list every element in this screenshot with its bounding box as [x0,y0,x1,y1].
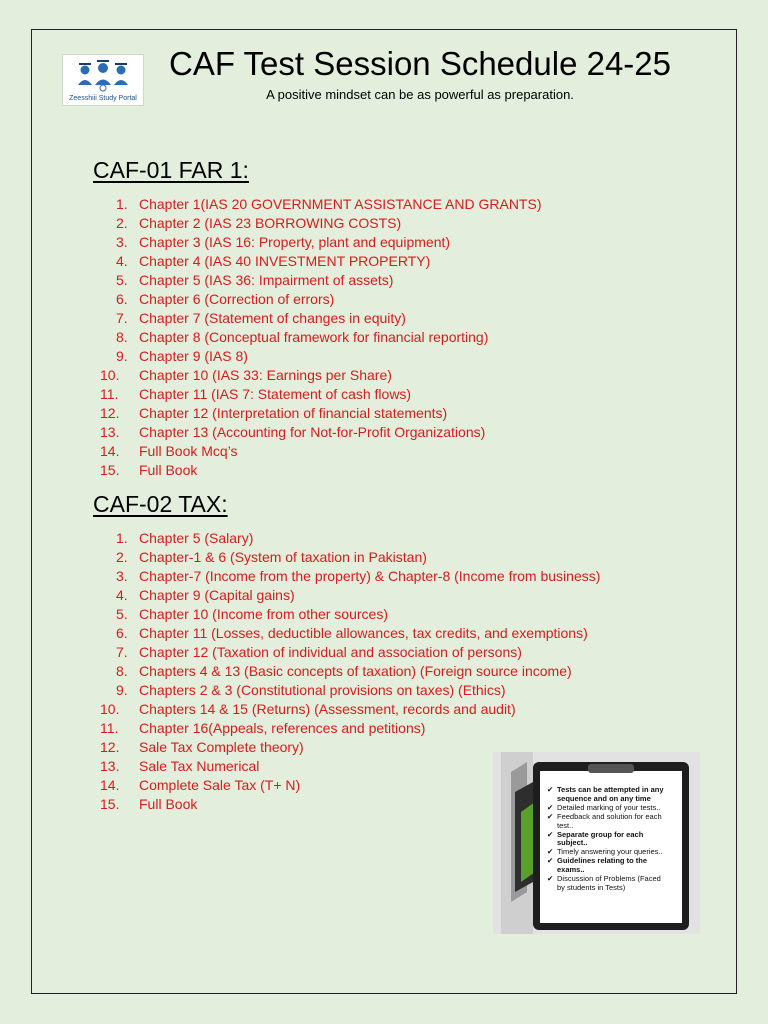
list-item-text: Chapter 11 (Losses, deductible allowances, tax credits, and exemptions) [139,625,588,641]
list-item-number: 8. [116,329,128,345]
page-title: CAF Test Session Schedule 24-25 [168,45,671,82]
list-item [100,195,541,214]
page-subtitle: A positive mindset can be as powerful as preparation. [266,87,574,102]
list-item [100,643,600,662]
list-item [100,567,600,586]
list-item-text: Chapter 13 (Accounting for Not-for-Profit Organizations) [139,424,486,440]
list-item [100,461,541,480]
checklist-text: Tests can be attempted in any sequence and on any time [557,785,664,803]
checklist-text: Guidelines relating to the exams.. [557,856,648,875]
list-item-text: Chapter 2 (IAS 23 BORROWING COSTS) [139,215,402,231]
list-item-number: 9. [116,348,128,364]
list-item-number: 11. [100,720,119,736]
list-item [100,719,600,738]
section-heading-tax: CAF-02 TAX: [93,491,228,517]
list-item-number: 15. [100,462,120,478]
list-item-text: Chapter 10 (IAS 33: Earnings per Share) [139,367,392,383]
list-item [100,366,541,385]
list-item [100,548,600,567]
list-item-number: 10. [100,701,120,717]
list-item-text: Chapter 10 (Income from other sources) [139,606,388,622]
checklist-text: Feedback and solution for each test.. [557,811,662,830]
list-item [100,347,541,366]
checklist-text: Discussion of Problems (Faced by students in Tests) [557,874,661,892]
check-icon: ✔ [547,847,554,857]
list-item-number: 14. [100,443,120,459]
list-item-number: 4. [116,587,128,603]
list-item-text: Chapter 12 (Taxation of individual and association of persons) [139,644,522,660]
list-item-number: 5. [116,606,128,622]
list-item-text: Full Book [139,796,198,812]
check-icon: ✔ [547,785,554,794]
list-item-text: Chapter 16(Appeals, references and petitions) [139,720,426,736]
check-icon: ✔ [547,802,554,812]
list-item-text: Chapters 14 & 15 (Returns) (Assessment, records and audit) [139,701,516,717]
list-item-number: 1. [116,530,128,546]
list-item-text: Chapters 4 & 13 (Basic concepts of taxation) (Foreign source income) [139,663,572,679]
list-item [100,404,541,423]
list-item-number: 6. [116,291,128,307]
list-item [100,309,541,328]
section-heading-far1: CAF-01 FAR 1: [93,157,249,183]
list-item [100,586,600,605]
list-item-text: Chapter 5 (Salary) [139,530,254,546]
list-item-text: Chapter 11 (IAS 7: Statement of cash flows) [139,386,412,402]
list-item [100,605,600,624]
list-item-text: Chapter 5 (IAS 36: Impairment of assets) [139,272,394,288]
list-item [100,662,600,681]
list-item-text: Chapters 2 & 3 (Constitutional provisions on taxes) (Ethics) [139,682,506,698]
list-item [100,700,600,719]
list-item-number: 3. [116,568,128,584]
list-item-text: Sale Tax Numerical [139,758,260,774]
checklist-item [547,875,669,893]
list-item-text: Chapter 1(IAS 20 GOVERNMENT ASSISTANCE AND GRANTS) [139,196,542,212]
list-item-number: 9. [116,682,128,698]
list-item [100,624,600,643]
list-item-text: Chapter-1 & 6 (System of taxation in Pakistan) [139,549,427,565]
checklist-item [547,831,669,849]
list-item-number: 1. [116,196,128,212]
list-item-text: Chapter 3 (IAS 16: Property, plant and equipment) [139,234,451,250]
list-item [100,385,541,404]
list-item-text: Sale Tax Complete theory) [139,739,304,755]
list-item-number: 13. [100,758,120,774]
benefits-checklist [547,786,669,893]
list-item-number: 7. [116,310,128,326]
list-item [100,271,541,290]
list-item [100,233,541,252]
list-item-number: 10. [100,367,120,383]
list-item-number: 5. [116,272,128,288]
check-icon: ✔ [547,829,554,839]
list-item [100,529,600,548]
checklist-text: Separate group for each subject.. [557,829,644,848]
list-item [100,290,541,309]
list-item-text: Full Book [139,462,198,478]
check-icon: ✔ [547,856,554,866]
portal-logo [62,54,144,106]
list-item-text: Full Book Mcq’s [139,443,238,459]
list-item-text: Complete Sale Tax (T+ N) [139,777,301,793]
list-item-number: 14. [100,777,120,793]
list-item-number: 3. [116,234,128,250]
list-item [100,681,600,700]
list-item [100,214,541,233]
list-item-number: 13. [100,424,120,440]
list-item-text: Chapter 7 (Statement of changes in equity) [139,310,406,326]
list-item-text: Chapter 6 (Correction of errors) [139,291,335,307]
list-item-number: 12. [100,405,120,421]
list-item [100,442,541,461]
list-item-text: Chapter 8 (Conceptual framework for financial reporting) [139,329,489,345]
list-item-number: 2. [116,215,128,231]
list-item-number: 4. [116,253,128,269]
list-item-text: Chapter-7 (Income from the property) & Chapter-8 (Income from business) [139,568,601,584]
list-item-number: 11. [100,386,119,402]
list-item-number: 7. [116,644,128,660]
checklist-text: Timely answering your queries.. [557,847,663,857]
checklist-item [547,813,669,831]
checklist-item [547,786,669,804]
far1-chapter-list [100,195,541,480]
list-item-text: Chapter 9 (IAS 8) [139,348,248,364]
list-item-number: 6. [116,625,128,641]
check-icon: ✔ [547,811,554,821]
list-item-number: 12. [100,739,120,755]
list-item [100,328,541,347]
list-item-number: 2. [116,549,128,565]
list-item-number: 15. [100,796,120,812]
checklist-text: Detailed marking of your tests.. [557,802,661,812]
logo-text: Zeesshiii Study Portal [69,95,137,102]
list-item-text: Chapter 4 (IAS 40 INVESTMENT PROPERTY) [139,253,431,269]
check-icon: ✔ [547,874,554,884]
checklist-item [547,857,669,875]
list-item-number: 8. [116,663,128,679]
list-item-text: Chapter 9 (Capital gains) [139,587,295,603]
list-item-text: Chapter 12 (Interpretation of financial statements) [139,405,448,421]
list-item [100,423,541,442]
list-item [100,252,541,271]
